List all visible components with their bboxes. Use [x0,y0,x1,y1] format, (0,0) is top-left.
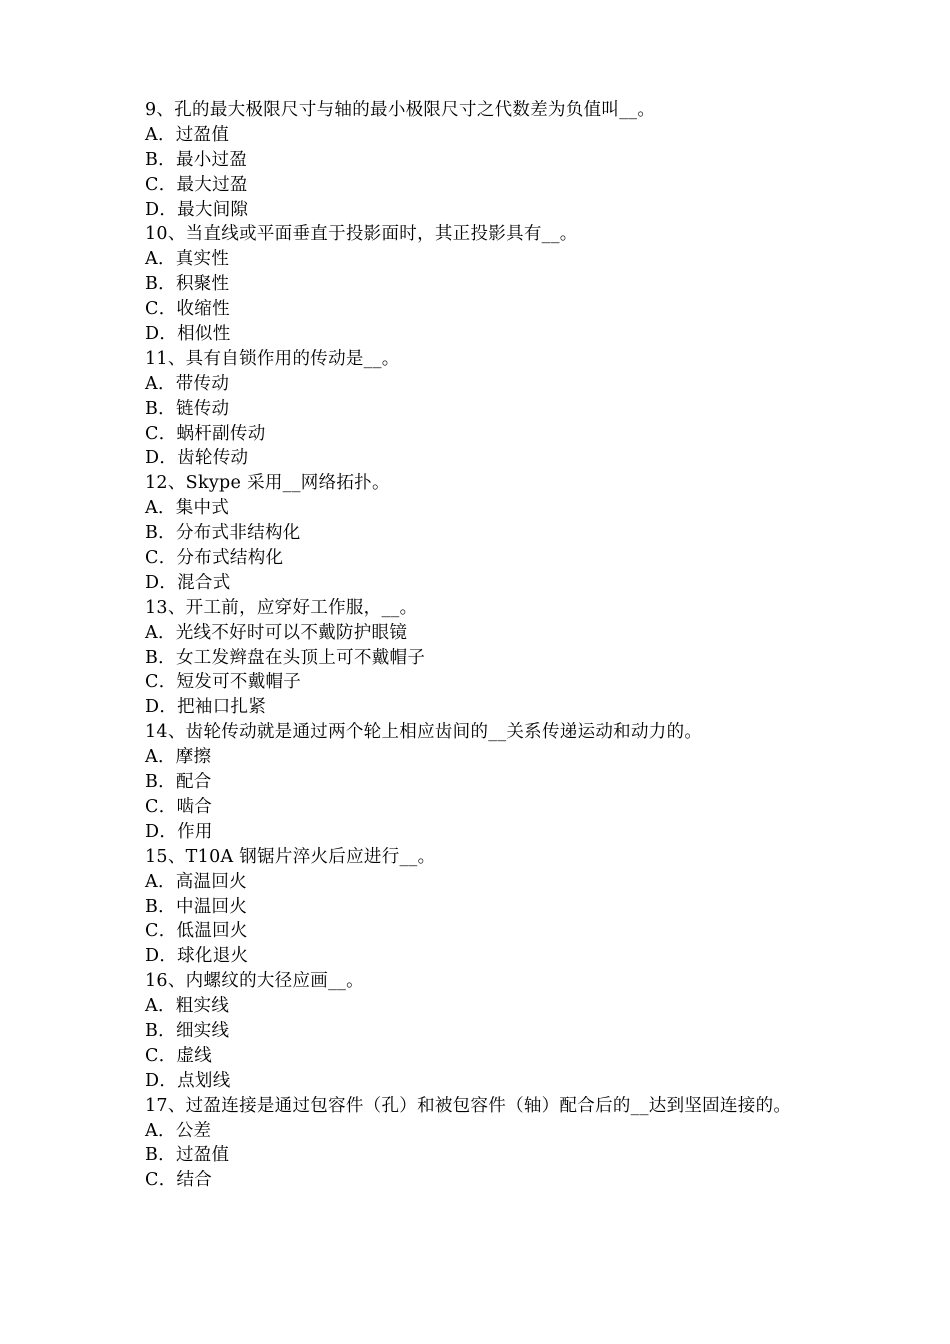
question-12 [145,471,865,595]
question-stem: 10、当直线或平面垂直于投影面时，其正投影具有__。 [145,224,578,245]
question-13 [145,596,865,720]
option-a: A．光线不好时可以不戴防护眼镜 [145,622,408,643]
option-a: A．集中式 [145,498,230,519]
question-stem: 13、开工前，应穿好工作服，__。 [145,597,418,618]
question-15 [145,845,865,969]
option-d: D．作用 [145,821,213,842]
option-a: A．过盈值 [145,124,230,145]
option-c: C．结合 [145,1170,213,1191]
option-a: A．真实性 [145,249,230,270]
question-stem: 17、过盈连接是通过包容件（孔）和被包容件（轴）配合后的__达到坚固连接的。 [145,1095,792,1116]
option-c: C．蜗杆副传动 [145,423,266,444]
option-d: D．把袖口扎紧 [145,697,267,718]
option-b: B．细实线 [145,1020,230,1041]
option-b: B．链传动 [145,398,230,419]
option-a: A．粗实线 [145,996,230,1017]
option-d: D．球化退火 [145,946,249,967]
question-11 [145,347,865,471]
question-17 [145,1094,865,1194]
option-a: A．带传动 [145,373,230,394]
option-c: C．虚线 [145,1045,213,1066]
option-d: D．相似性 [145,324,231,345]
option-c: C．收缩性 [145,299,230,320]
option-a: A．公差 [145,1120,212,1141]
option-c: C．低温回火 [145,921,248,942]
option-b: B．最小过盈 [145,149,248,170]
option-c: C．最大过盈 [145,174,248,195]
question-14 [145,720,865,844]
question-stem: 15、T10A 钢锯片淬火后应进行__。 [145,846,436,867]
question-stem: 11、具有自锁作用的传动是__。 [145,348,400,369]
option-b: B．过盈值 [145,1145,230,1166]
question-10 [145,222,865,346]
option-c: C．啮合 [145,796,213,817]
question-stem: 14、齿轮传动就是通过两个轮上相应齿间的__关系传递运动和动力的。 [145,722,703,743]
option-b: B．配合 [145,772,212,793]
option-d: D．齿轮传动 [145,448,249,469]
document-page [145,98,865,1193]
question-stem: 9、孔的最大极限尺寸与轴的最小极限尺寸之代数差为负值叫__。 [145,100,656,120]
option-d: D．混合式 [145,572,231,593]
option-b: B．女工发辫盘在头顶上可不戴帽子 [145,647,426,668]
question-stem: 16、内螺纹的大径应画__。 [145,971,364,992]
option-b: B．分布式非结构化 [145,523,301,544]
option-d: D．点划线 [145,1070,231,1091]
question-9 [145,98,865,222]
option-b: B．中温回火 [145,896,248,917]
option-a: A．高温回火 [145,871,247,892]
question-stem: 12、Skype 采用__网络拓扑。 [145,473,390,494]
option-d: D．最大间隙 [145,199,249,220]
question-16 [145,969,865,1093]
option-c: C．短发可不戴帽子 [145,672,302,693]
option-c: C．分布式结构化 [145,548,284,569]
option-b: B．积聚性 [145,274,230,295]
option-a: A．摩擦 [145,747,212,768]
